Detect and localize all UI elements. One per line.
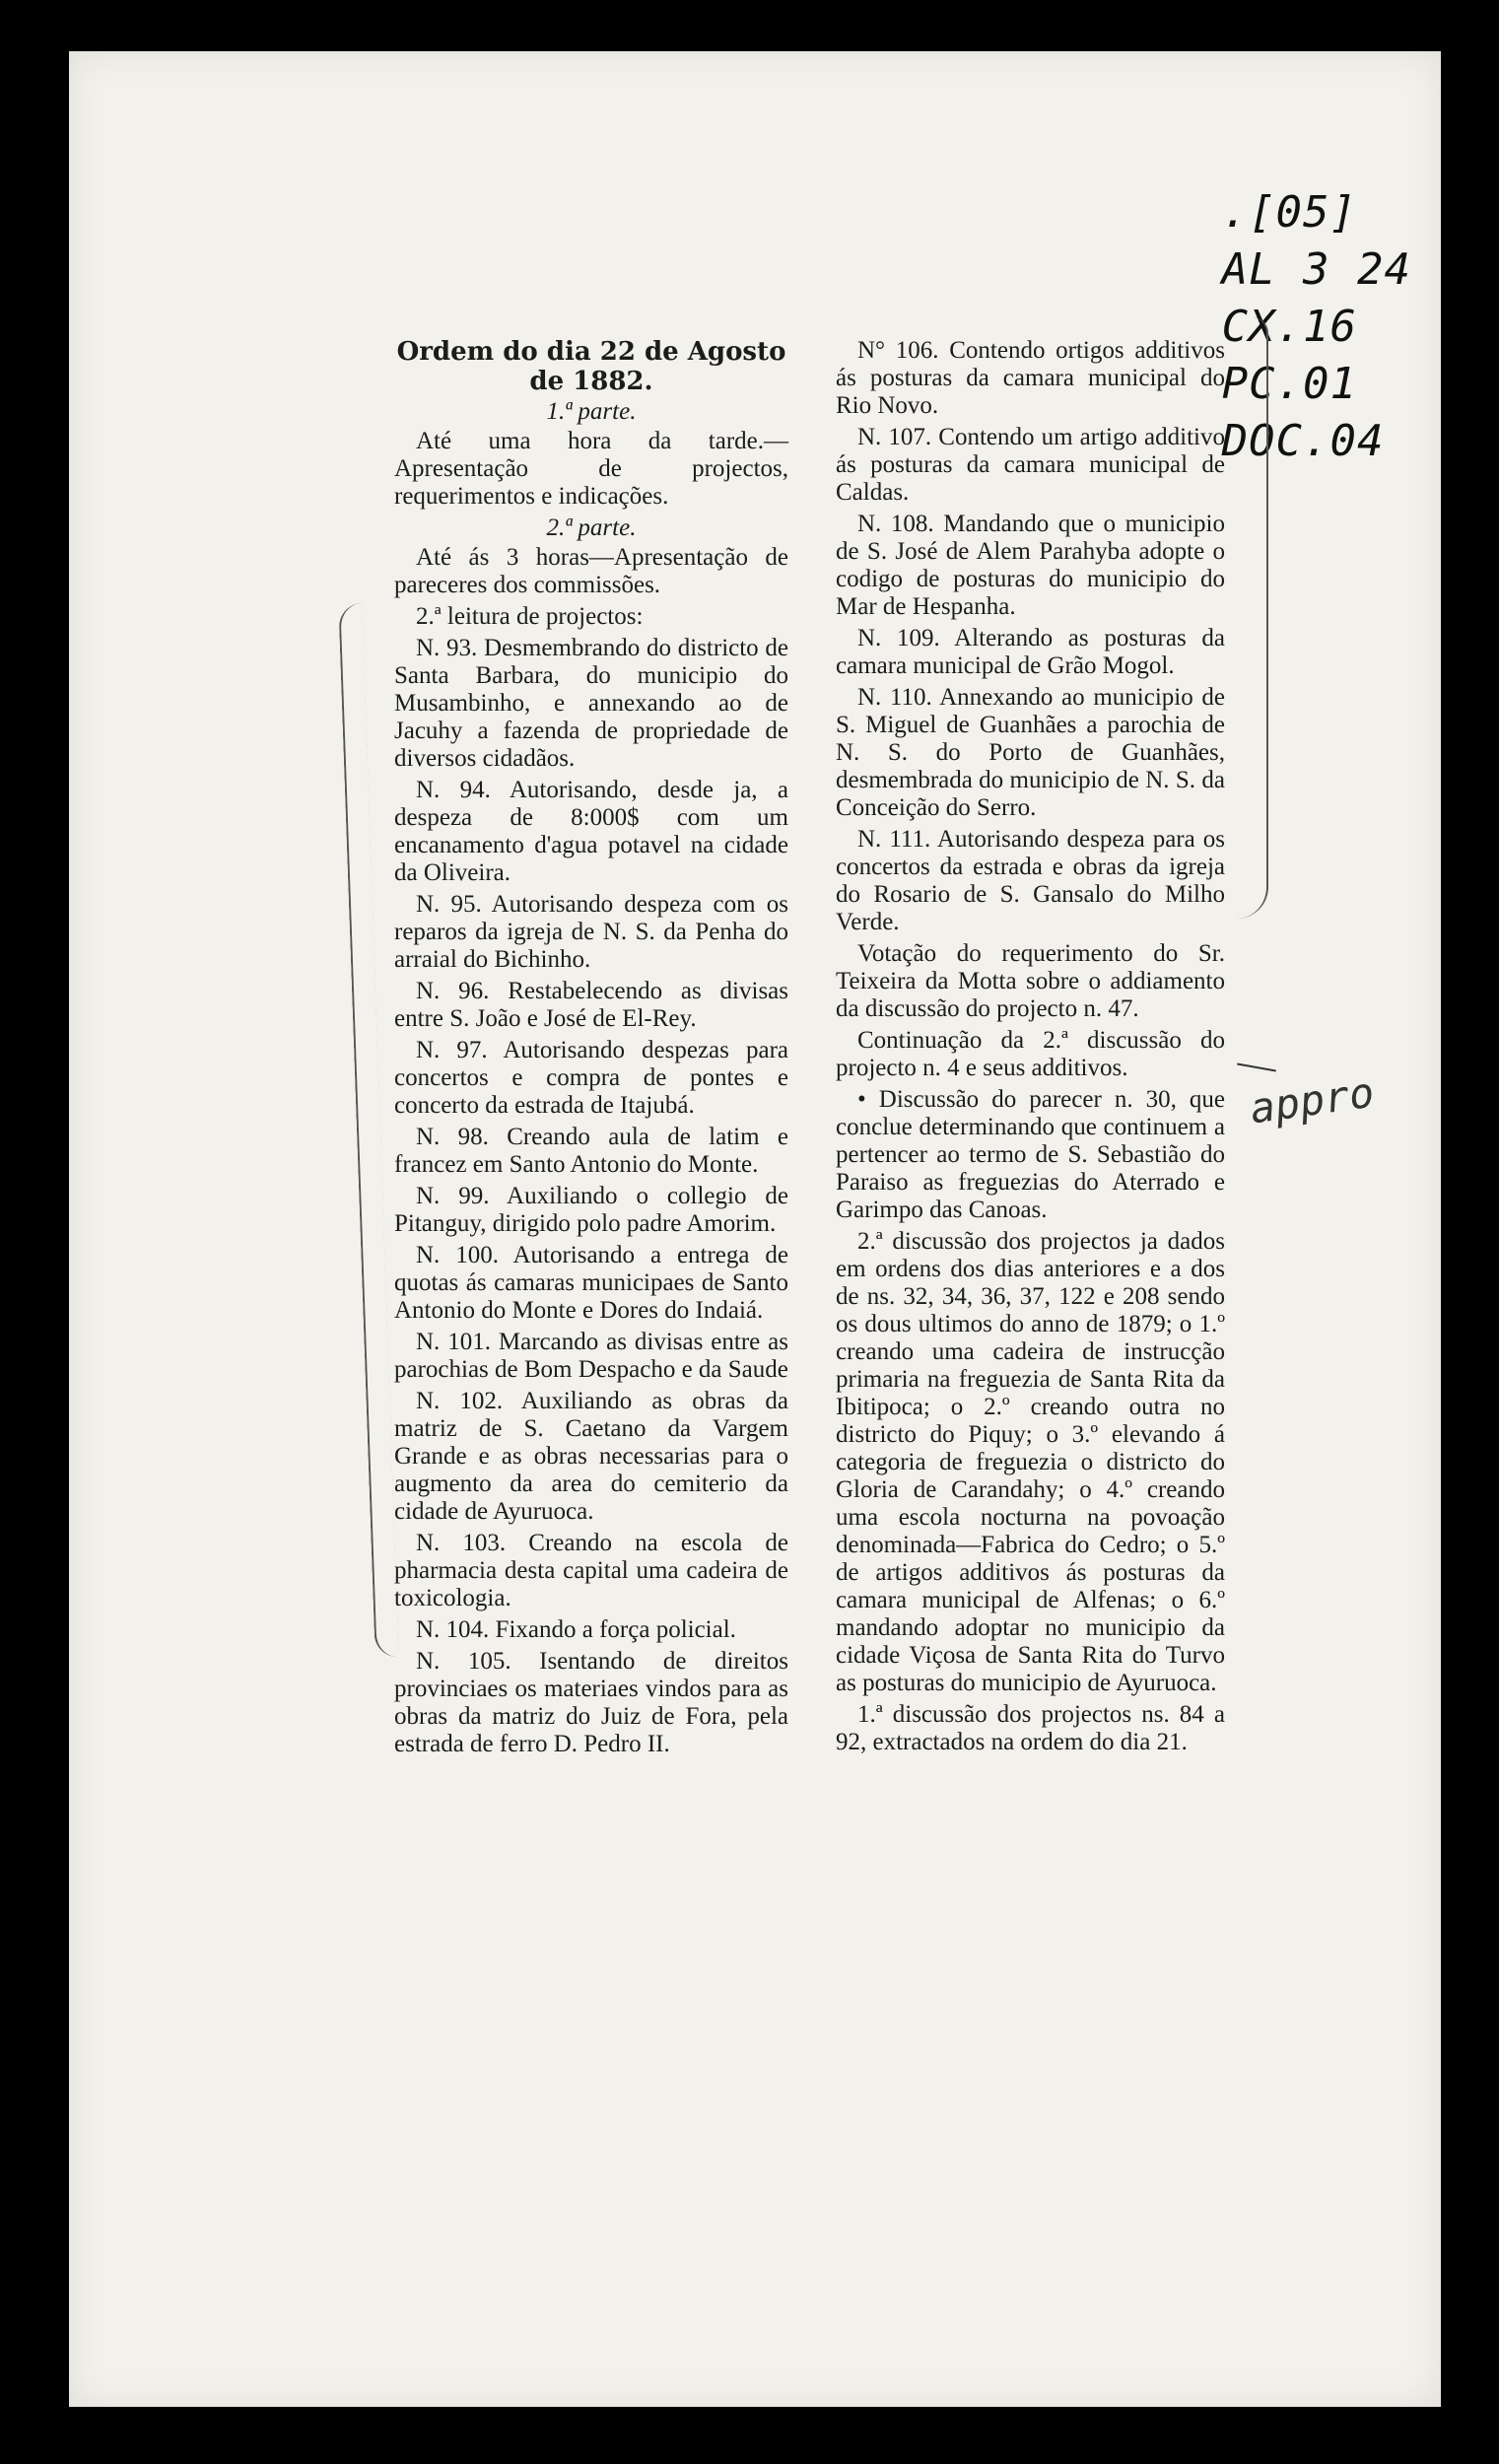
project-entry: N. 103. Creando na escola de pharmacia desta capital uma cadeira de toxicologia. bbox=[394, 1530, 788, 1611]
document-sheet bbox=[69, 51, 1441, 2407]
part2-heading: 2.ª parte. bbox=[546, 514, 637, 541]
project-entry: N. 95. Autorisando despeza com os reparos da igreja de N. S. da Penha do arraial do Bichinho. bbox=[394, 891, 788, 973]
document-title: Ordem do dia 22 de Agosto de 1882. bbox=[396, 337, 786, 396]
agenda-item: Votação do requerimento do Sr. Teixeira da Motta sobre o addiamento da discussão do projecto n. 47. bbox=[836, 940, 1225, 1022]
project-entry: N. 100. Autorisando a entrega de quotas ás camaras municipaes de Santo Antonio do Monte e Dores do Indaiá. bbox=[394, 1242, 788, 1324]
project-entry: N. 101. Marcando as divisas entre as parochias de Bom Despacho e da Saude bbox=[394, 1329, 788, 1383]
archive-ref-line: .[05] bbox=[1221, 187, 1358, 238]
archive-ref-line: PC.01 bbox=[1221, 359, 1358, 409]
right-column bbox=[836, 337, 1225, 1760]
project-entry: N. 96. Restabelecendo as divisas entre S. João e José de El-Rey. bbox=[394, 978, 788, 1032]
left-column bbox=[394, 337, 788, 1762]
project-entry: N. 99. Auxiliando o collegio de Pitanguy, dirigido polo padre Amorim. bbox=[394, 1183, 788, 1237]
project-entry: N. 102. Auxiliando as obras da matriz de S. Caetano da Vargem Grande e as obras necessarias para o augmento da area do cemiterio da cidade de Ayuruoca. bbox=[394, 1388, 788, 1525]
project-entry: N. 97. Autorisando despezas para concertos e compra de pontes e concerto da estrada de Itajubá. bbox=[394, 1037, 788, 1119]
handwritten-bracket-right bbox=[1237, 317, 1268, 919]
project-entry: N. 93. Desmembrando do districto de Santa Barbara, do municipio do Musambinho, e annexando ao de Jacuhy a fazenda de propriedade de diversos cidadãos. bbox=[394, 635, 788, 772]
project-entry: N. 111. Autorisando despeza para os concertos da estrada e obras da igreja do Rosario de S. Gansalo do Milho Verde. bbox=[836, 826, 1225, 935]
project-entry: N. 110. Annexando ao municipio de S. Miguel de Guanhães a parochia de N. S. do Porto de Guanhães, desmembrada do municipio de N. S. da Conceição do Serro. bbox=[836, 684, 1225, 821]
project-entry: N. 94. Autorisando, desde ja, a despeza de 8:000$ com um encanamento d'agua potavel na cidade da Oliveira. bbox=[394, 777, 788, 886]
project-entry: N. 109. Alterando as posturas da camara municipal de Grão Mogol. bbox=[836, 625, 1225, 679]
archive-ref-line: CX.16 bbox=[1221, 302, 1358, 352]
project-entry: N. 108. Mandando que o municipio de S. José de Alem Parahyba adopte o codigo de posturas do municipio do Mar de Hespanha. bbox=[836, 511, 1225, 620]
second-reading-heading: 2.ª leitura de projectos: bbox=[416, 603, 644, 630]
part1-heading: 1.ª parte. bbox=[546, 398, 637, 425]
project-entry: N° 106. Contendo ortigos additivos ás posturas da camara municipal do Rio Novo. bbox=[836, 337, 1225, 419]
handwritten-bracket-left bbox=[338, 603, 398, 1658]
agenda-item: Continuação da 2.ª discussão do projecto n. 4 e seus additivos. bbox=[836, 1027, 1225, 1081]
agenda-item: • Discussão do parecer n. 30, que conclue determinando que continuem a pertencer ao termo de S. Sebastião do Paraiso as freguezias do Aterrado e Garimpo das Canoas. bbox=[836, 1086, 1225, 1223]
margin-annotation: appro bbox=[1247, 1067, 1378, 1133]
agenda-item: 2.ª discussão dos projectos ja dados em ordens dos dias anteriores e a dos de ns. 32, 34, 36, 37, 122 e 208 sendo os dous ultimos do anno de 1879; o 1.º creando uma cadeira de instrucção primaria na freguezia de Santa Rita da Ibitipoca; o 2.º creando outra no districto do Piquy; o 3.º elevando á categoria de freguezia o districto do Gloria de Carandahy; o 4.º creando uma escola nocturna na povoação denominada—Fabrica do Cedro; o 5.º de artigos additivos ás posturas da camara municipal de Alfenas; o 6.º mandando adoptar no municipio da cidade Viçosa de Santa Rita do Turvo as posturas do municipio de Ayuruoca. bbox=[836, 1228, 1225, 1696]
archive-ref-line: AL 3 24 bbox=[1221, 244, 1411, 295]
part1-text: Até uma hora da tarde.—Apresentação de projectos, requerimentos e indicações. bbox=[394, 428, 788, 510]
project-entry: N. 105. Isentando de direitos provinciaes os materiaes vindos para as obras da matriz do Juiz de Fora, pela estrada de ferro D. Pedro II. bbox=[394, 1648, 788, 1757]
archive-ref-line: DOC.04 bbox=[1221, 416, 1385, 466]
project-entry: N. 107. Contendo um artigo additivo ás posturas da camara municipal de Caldas. bbox=[836, 424, 1225, 506]
project-entry: N. 104. Fixando a força policial. bbox=[416, 1616, 736, 1643]
agenda-item: 1.ª discussão dos projectos ns. 84 a 92, extractados na ordem do dia 21. bbox=[836, 1701, 1225, 1755]
handwritten-dash bbox=[1237, 1063, 1276, 1072]
part2-text: Até ás 3 horas—Apresentação de pareceres dos commissões. bbox=[394, 544, 788, 598]
project-entry: N. 98. Creando aula de latim e francez em Santo Antonio do Monte. bbox=[394, 1124, 788, 1178]
